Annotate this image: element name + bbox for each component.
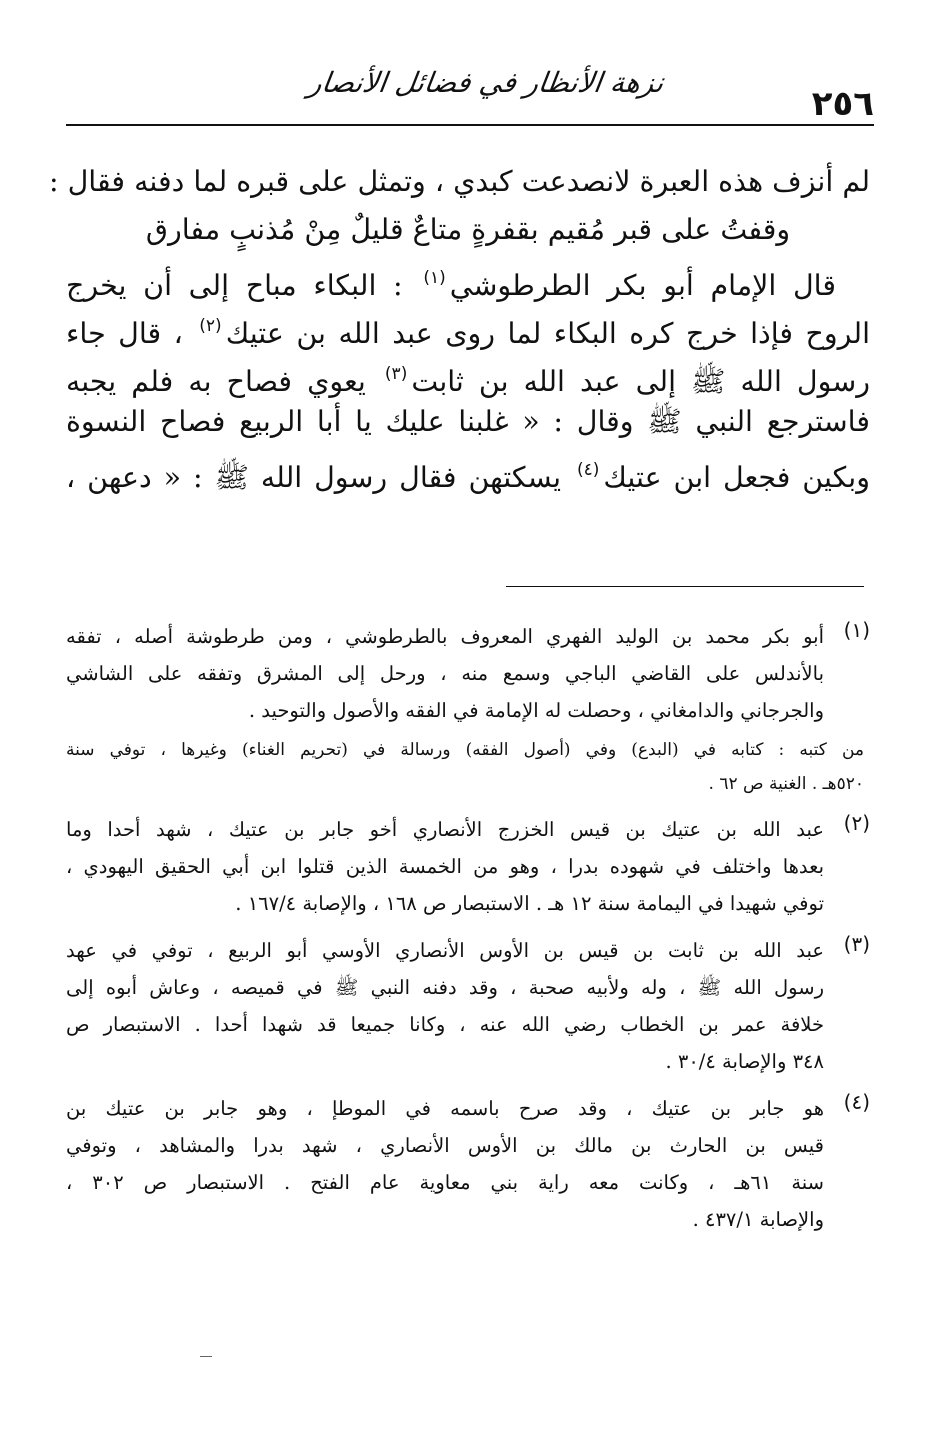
footnote-number: (١): [843, 618, 870, 642]
footnote-separator: [506, 586, 864, 587]
footnote-line: عبد الله بن ثابت بن قيس بن الأوس الأنصاري الأوسي أبو الربيع ، توفي في عهد: [66, 939, 824, 962]
footnote-number: (٢): [843, 811, 870, 835]
text-line: [66, 446, 870, 494]
text-line: [66, 302, 870, 350]
footnotes: [66, 618, 870, 1248]
text-line: [66, 350, 870, 398]
header-rule: [66, 124, 874, 126]
footnote-line: رسول الله ﷺ ، وله ولأبيه صحبة ، وقد دفنه النبي ﷺ في قميصه ، وعاش أبوه إلى: [66, 976, 824, 999]
page-number: ٢٥٦: [811, 84, 874, 124]
text-span: : البكاء مباح إلى أن يخرج: [66, 269, 420, 302]
footnote-line: قيس بن الحارث بن مالك بن الأوس الأنصاري ، شهد بدرا والمشاهد ، وتوفي: [66, 1134, 824, 1157]
footnote-line: والإصابة ٤٣٧/١ .: [692, 1208, 824, 1231]
footnote-1-continuation: [66, 733, 870, 801]
footnote-3: [66, 932, 870, 1080]
footnote-line: هو جابر بن عتيك ، وقد صرح باسمه في الموطإ ، وهو جابر بن عتيك بن: [66, 1097, 824, 1120]
footnote-line: ٣٤٨ والإصابة ٣٠/٤ .: [665, 1050, 824, 1073]
poetry-verse: [66, 206, 870, 254]
footnote-line: خلافة عمر بن الخطاب رضي الله عنه ، وكانا جميعا قد شهدا أحدا . الاستبصار ص: [66, 1013, 824, 1036]
text-span: لم أنزف هذه العبرة لانصدعت كبدي ، وتمثل على قبره لما دفنه فقال :: [48, 165, 870, 198]
footnote-4: [66, 1090, 870, 1238]
running-title: نزهة الأنظار في فضائل الأنصار: [306, 66, 666, 99]
text-span: وبكين فجعل ابن عتيك: [603, 461, 871, 494]
text-line: [48, 158, 870, 206]
footnote-ref[interactable]: (٤): [576, 460, 600, 480]
footnote-1: [66, 618, 870, 729]
footnote-ref[interactable]: (١): [423, 268, 446, 288]
page-header: [66, 60, 874, 126]
footnote-line: والجرجاني والدامغاني ، وحصلت له الإمامة في الفقه والأصول والتوحيد .: [248, 699, 824, 722]
footnote-2: [66, 811, 870, 922]
text-line: [66, 254, 870, 302]
footnote-line: توفي شهيدا في اليمامة سنة ١٢ هـ . الاستبصار ص ١٦٨ ، والإصابة ١٦٧/٤ .: [235, 892, 824, 915]
footnote-ref[interactable]: (٣): [384, 364, 408, 384]
footnote-number: (٤): [843, 1090, 870, 1114]
footnote-line: بعدها واختلف في شهوده بدرا ، وهو من الخمسة الذين قتلوا ابن أبي الحقيق اليهودي ،: [66, 855, 824, 878]
scan-mark: [200, 1356, 212, 1357]
footnote-line: أبو بكر محمد بن الوليد الفهري المعروف بالطرطوشي ، ومن طرطوشة أصله ، تفقه: [66, 625, 824, 648]
text-span: فاسترجع النبي ﷺ وقال : « غلبنا عليك يا أبا الربيع فصاح النسوة: [66, 405, 870, 438]
footnote-number: (٣): [843, 932, 870, 956]
main-text: [48, 158, 871, 494]
text-span: رسول الله ﷺ إلى عبد الله بن ثابت: [411, 365, 870, 398]
text-span: وقفتُ على قبر مُقيم بقفرةٍ متاعٌ قليلٌ مِنْ مُذنبٍ مفارق: [145, 213, 791, 246]
text-span: ، قال جاء: [66, 317, 196, 350]
text-span: يسكتهن فقال رسول الله ﷺ : « دعهن ،: [66, 461, 573, 494]
footnote-line: سنة ٦١هـ ، وكانت معه راية بني معاوية عام الفتح . الاستبصار ص ٣٠٢ ،: [66, 1171, 824, 1194]
footnote-line: عبد الله بن عتيك بن قيس الخزرج الأنصاري أخو جابر بن عتيك ، شهد أحدا وما: [66, 818, 824, 841]
footnote-line: من كتبه : كتابه في (البدع) وفي (أصول الفقه) ورسالة في (تحريم الغناء) وغيرها ، توفي سنة: [66, 740, 864, 760]
footnote-line: ٥٢٠هـ . الغنية ص ٦٢ .: [708, 774, 864, 794]
text-span: يعوي فصاح به فلم يجبه: [66, 365, 381, 398]
text-span: الروح فإذا خرج كره البكاء لما روى عبد الله بن عتيك: [225, 317, 870, 350]
footnote-line: بالأندلس على القاضي الباجي وسمع منه ، ورحل إلى المشرق وتفقه على الشاشي: [66, 662, 824, 685]
text-span: قال الإمام أبو بكر الطرطوشي: [449, 269, 836, 302]
footnote-ref[interactable]: (٢): [199, 316, 222, 336]
text-line: [66, 398, 870, 446]
